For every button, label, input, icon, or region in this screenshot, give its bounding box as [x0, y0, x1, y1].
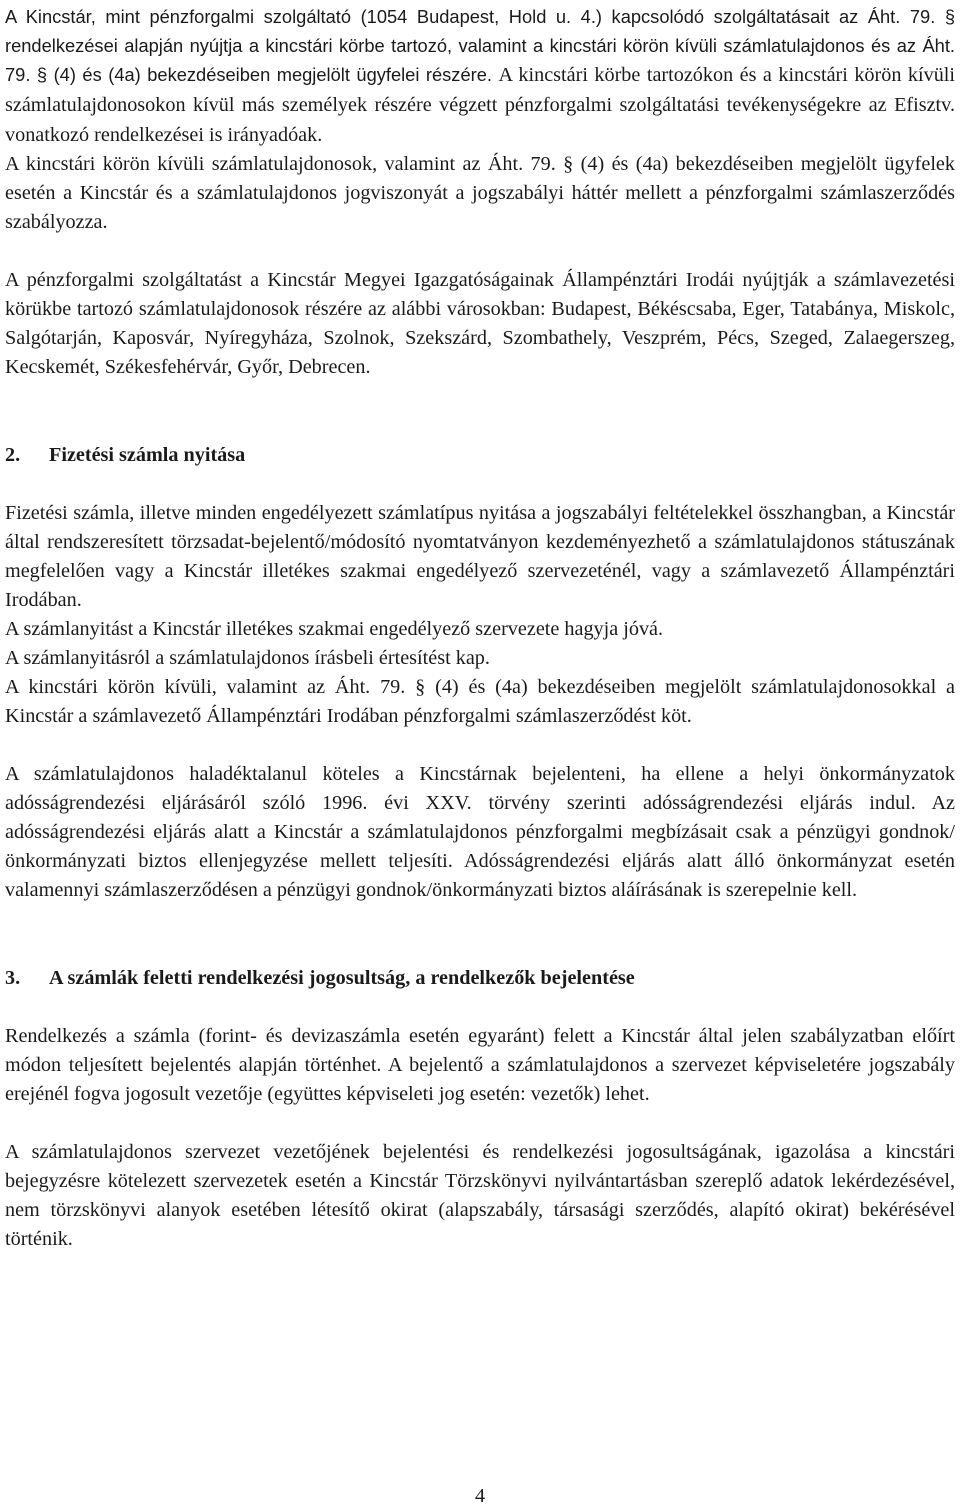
page-number: 4 [474, 1485, 486, 1507]
section-2-paragraph-1: Fizetési számla, illetve minden engedélyezett számlatípus nyitása a jogszabályi feltételekkel összhangban, a Kincstár által rendszeresített törzsadat-bejelentő/módosító nyomtatványon kezdeményezhető a számlatulajdonos státuszának megfelelően vagy a Kincstár illetékes szakmai engedélyező szervezeténél, vagy a számlavezető Állampénztári Irodában. [5, 502, 955, 611]
document-page [5, 2, 955, 1254]
section-3-paragraph-2: A számlatulajdonos szervezet vezetőjének bejelentési és rendelkezési jogosultságának, igazolása a kincstári bejegyzésre kötelezett szervezetek esetén a Kincstár Törzskönyvi nyilvántartásban szereplő adatok lekérdezésével, nem törzskönyvi alanyok esetében létesítő okirat (alapszabály, társasági szerződés, alapító okirat) bekérésével történik. [5, 1141, 955, 1250]
section-3-paragraph-1: Rendelkezés a számla (forint- és devizaszámla esetén egyaránt) felett a Kincstár által jelen szabályzatban előírt módon teljesített bejelentés alapján történhet. A bejelentő a számlatulajdonos a szervezet képviseletére jogszabály erejénél fogva jogosult vezetője (együttes képviseleti jog esetén: vezetők) lehet. [5, 1025, 955, 1105]
section-2-paragraph-2: A számlanyitást a Kincstár illetékes szakmai engedélyező szervezete hagyja jóvá. [5, 618, 664, 640]
section-2-paragraph-3: A számlanyitásról a számlatulajdonos írásbeli értesítést kap. [5, 647, 490, 669]
section-2-title: Fizetési számla nyitása [49, 444, 246, 466]
section-2-paragraph-4: A kincstári körön kívüli, valamint az Áht. 79. § (4) és (4a) bekezdéseiben megjelölt számlatulajdonosokkal a Kincstár a számlavezető Állampénztári Irodában pénzforgalmi számlaszerződést köt. [5, 676, 955, 727]
section-2-paragraph-5: A számlatulajdonos haladéktalanul köteles a Kincstárnak bejelenteni, ha ellene a helyi önkormányzatok adósságrendezési eljárásáról szóló 1996. évi XXV. törvény szerinti adósságrendezési eljárás indul. Az adósságrendezési eljárás alatt a Kincstár a számlatulajdonos pénzforgalmi megbízásait csak a pénzügyi gondnok/önkormányzati biztos ellenjegyzése mellett teljesíti. Adósságrendezési eljárás alatt álló önkormányzat esetén valamennyi számlaszerződésen a pénzügyi gondnok/önkormányzati biztos aláírásának is szerepelnie kell. [5, 763, 955, 901]
intro-paragraph-1-serif: A kincstári körbe tartozókon és a kincstári körön kívüli számlatulajdonosokon kívül más személyek részére végzett pénzforgalmi szolgáltatási tevékenységekre az Efisztv. vonatkozó rendelkezései is irányadóak. [5, 64, 956, 146]
intro-paragraph-1-sans: A Kincstár, mint pénzforgalmi szolgáltató (1054 Budapest, Hold u. 4.) kapcsolódó szolgáltatásait az Áht. 79. § rendelkezései alapján nyújtja a kincstári körbe tartozó, valamint a kincstári körön kívüli számlatulajdonos és az Áht. 79. § (4) és (4a) bekezdéseiben megjelölt ügyfelei részére. [5, 6, 955, 85]
section-2-number: 2. [5, 444, 21, 466]
section-2-heading [5, 441, 955, 470]
intro-paragraph-1 [5, 2, 955, 150]
intro-paragraph-3: A pénzforgalmi szolgáltatást a Kincstár Megyei Igazgatóságainak Állampénztári Irodái nyújtják a számlavezetési körükbe tartozó számlatulajdonosok részére az alábbi városokban: Budapest, Békéscsaba, Eger, Tatabánya, Miskolc, Salgótarján, Kaposvár, Nyíregyháza, Szolnok, Szekszárd, Szombathely, Veszprém, Pécs, Szeged, Zalaegerszeg, Kecskemét, Székesfehérvár, Győr, Debrecen. [5, 269, 955, 378]
section-3-title: A számlák feletti rendelkezési jogosultság, a rendelkezők bejelentése [49, 967, 635, 989]
section-3-heading [5, 964, 955, 993]
section-3-number: 3. [5, 967, 21, 989]
intro-paragraph-2: A kincstári körön kívüli számlatulajdonosok, valamint az Áht. 79. § (4) és (4a) bekezdéseiben megjelölt ügyfelek esetén a Kincstár és a számlatulajdonos jogviszonyát a jogszabályi háttér mellett a pénzforgalmi számlaszerződés szabályozza. [5, 153, 955, 233]
